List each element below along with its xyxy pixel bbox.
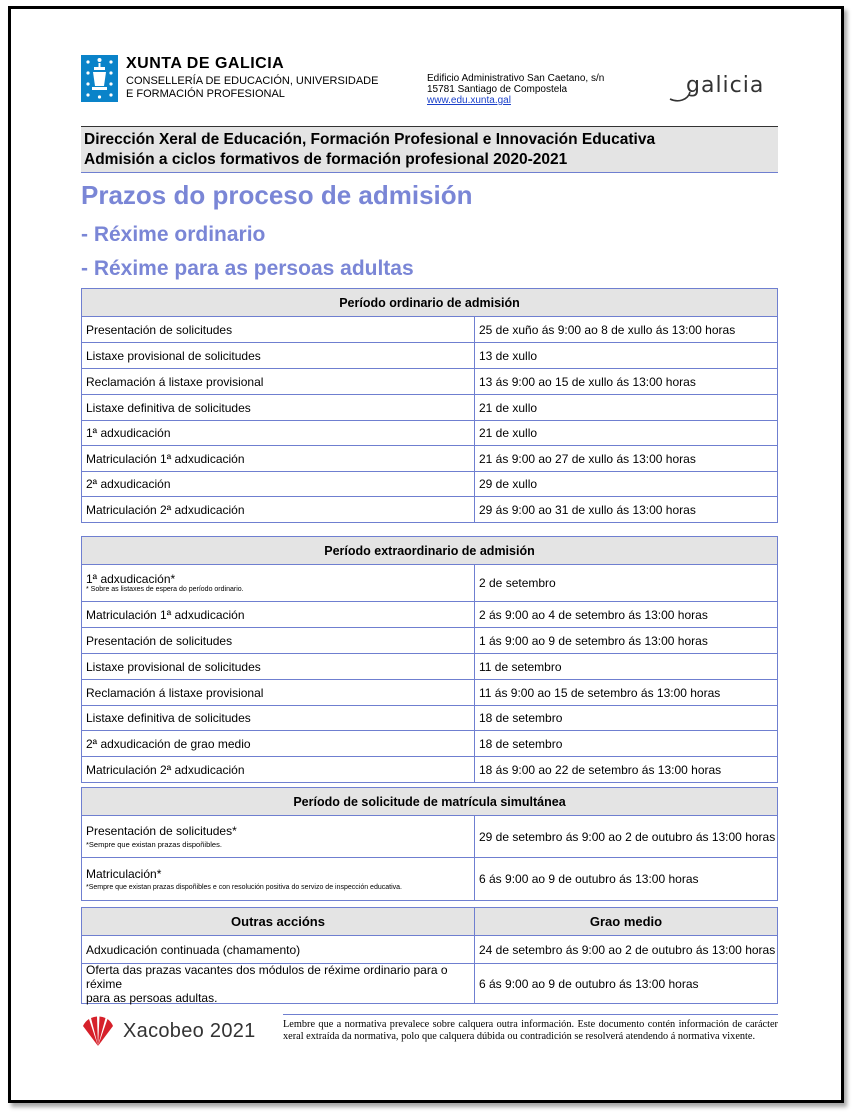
table-row <box>82 421 777 446</box>
row-label: Presentación de solicitudes* <box>86 824 237 838</box>
galicia-logo <box>668 70 776 111</box>
row-value: 18 ás 9:00 ao 22 de setembro ás 13:00 horas <box>479 762 722 777</box>
table-row <box>82 858 777 900</box>
xunta-flag-icon <box>81 55 118 102</box>
page-title: Prazos do proceso de admisión <box>81 180 473 210</box>
row-label-line-1: Oferta das prazas vacantes dos módulos de réxime ordinario para o réxime <box>86 962 448 991</box>
row-label: 1ª adxudicación <box>82 421 475 445</box>
table-row <box>82 317 777 343</box>
table-row <box>82 628 777 654</box>
row-value: 1 ás 9:00 ao 9 de setembro ás 13:00 horas <box>479 633 708 648</box>
table-row <box>82 565 777 602</box>
row-label: Reclamación á listaxe provisional <box>82 680 475 705</box>
table-header: Período ordinario de admisión <box>82 289 777 317</box>
xacobeo-text: Xacobeo 2021 <box>123 1019 256 1042</box>
row-value: 21 ás 9:00 ao 27 de xullo ás 13:00 horas <box>479 451 696 466</box>
row-value: 29 de xullo <box>479 477 538 491</box>
row-value: 11 ás 9:00 ao 15 de setembro ás 13:00 horas <box>479 685 721 700</box>
table-extraordinario <box>81 536 778 783</box>
row-value: 6 ás 9:00 ao 9 de outubro ás 13:00 horas <box>479 872 699 886</box>
xunta-logo <box>81 55 378 102</box>
org-subtitle-1: CONSELLERÍA DE EDUCACIÓN, UNIVERSIDADE <box>126 75 379 87</box>
table-header <box>82 908 777 936</box>
org-title: XUNTA DE GALICIA <box>126 55 285 72</box>
table-ordinario <box>81 288 778 523</box>
row-label: 2ª adxudicación <box>82 472 475 496</box>
subtitle-adultas: - Réxime para as persoas adultas <box>81 257 414 280</box>
row-value: 2 ás 9:00 ao 4 de setembro ás 13:00 horas <box>479 607 708 622</box>
table-row <box>82 602 777 628</box>
address-line-1: Edificio Administrativo San Caetano, s/n <box>427 73 605 84</box>
org-subtitle-2: E FORMACIÓN PROFESIONAL <box>126 88 285 100</box>
row-label: Presentación de solicitudes <box>82 628 475 653</box>
table-header: Período de solicitude de matrícula simultánea <box>82 788 777 816</box>
website-link[interactable]: www.edu.xunta.gal <box>427 95 511 106</box>
row-value: 25 de xuño ás 9:00 ao 8 de xullo ás 13:00 horas <box>479 322 736 337</box>
band-line-1: Dirección Xeral de Educación, Formación Profesional e Innovación Educativa <box>84 131 656 148</box>
table-row <box>82 369 777 395</box>
table-row <box>82 654 777 680</box>
table-row <box>82 816 777 858</box>
table-header: Período extraordinario de admisión <box>82 537 777 565</box>
row-label: Matriculación 2ª adxudicación <box>82 497 475 522</box>
row-label: Listaxe definitiva de solicitudes <box>82 395 475 420</box>
table-outras <box>81 907 778 1004</box>
row-label-cell <box>82 565 475 601</box>
address-line-2: 15781 Santiago de Compostela <box>427 84 568 95</box>
header-grao-medio: Grao medio <box>589 914 663 929</box>
row-value: 21 de xullo <box>479 426 538 440</box>
row-value: 18 de setembro <box>479 711 563 725</box>
table-row <box>82 680 777 706</box>
table-simultanea <box>81 787 778 901</box>
subtitle-ordinario: - Réxime ordinario <box>81 223 266 246</box>
table-row <box>82 497 777 522</box>
row-value: 2 de setembro <box>479 576 556 590</box>
table-row <box>82 706 777 731</box>
row-value: 13 ás 9:00 ao 15 de xullo ás 13:00 horas <box>479 374 696 389</box>
row-value: 29 de setembro ás 9:00 ao 2 de outubro ás 13:00 horas <box>479 829 776 844</box>
row-label: Matriculación 2ª adxudicación <box>82 757 475 782</box>
galicia-brand-text: galicia <box>686 73 765 98</box>
row-value: 11 de setembro <box>479 659 562 674</box>
row-value: 21 de xullo <box>479 400 538 415</box>
row-value: 18 de setembro <box>479 736 563 751</box>
table-row <box>82 395 777 421</box>
row-label-cell <box>82 858 475 900</box>
row-label: Adxudicación continuada (chamamento) <box>82 936 475 963</box>
table-row <box>82 446 777 472</box>
title-band <box>81 126 778 173</box>
row-label: Listaxe definitiva de solicitudes <box>82 706 475 730</box>
row-label: Matriculación* <box>86 866 162 881</box>
row-label: Matriculación 1ª adxudicación <box>82 446 475 471</box>
row-value: 13 de xullo <box>479 348 538 363</box>
row-label: Presentación de solicitudes <box>82 317 475 342</box>
scallop-shell-icon <box>81 1014 115 1048</box>
table-row <box>82 936 777 964</box>
row-note: * Sobre as listaxes de espera do período ordinario. <box>86 586 244 593</box>
row-value: 29 ás 9:00 ao 31 de xullo ás 13:00 horas <box>479 502 696 517</box>
row-note: *Sempre que existan prazas dispoñibles e con resolución positiva do servizo de inspección educativa. <box>86 883 402 891</box>
table-row <box>82 472 777 497</box>
table-row <box>82 343 777 369</box>
address-block <box>427 73 604 106</box>
xunta-text-block <box>126 55 378 101</box>
row-label: Matriculación 1ª adxudicación <box>82 602 475 627</box>
xacobeo-logo <box>81 1014 256 1048</box>
table-row <box>82 757 777 782</box>
row-label: Reclamación á listaxe provisional <box>82 369 475 394</box>
disclaimer-text: Lembre que a normativa prevalece sobre calquera outra información. Este documento contén información de carácter xeral extraída da normativa, polo que calquera dúbida ou contradición se resolverá atendendo á normativa vixente. <box>283 1014 778 1042</box>
row-label-cell <box>82 964 475 1003</box>
row-label-cell <box>82 816 475 857</box>
row-value: 24 de setembro ás 9:00 ao 2 de outubro ás 13:00 horas <box>479 942 776 957</box>
band-line-2: Admisión a ciclos formativos de formación profesional 2020-2021 <box>84 151 568 168</box>
table-row <box>82 964 777 1003</box>
table-row <box>82 731 777 757</box>
row-label: Listaxe provisional de solicitudes <box>82 343 475 368</box>
row-label: 1ª adxudicación* <box>86 572 176 586</box>
row-value: 6 ás 9:00 ao 9 de outubro ás 13:00 horas <box>479 976 699 991</box>
row-label: 2ª adxudicación de grao medio <box>82 731 475 756</box>
row-label: Listaxe provisional de solicitudes <box>82 654 475 679</box>
row-note: *Sempre que existan prazas dispoñibles. <box>86 840 222 849</box>
header-outras-accions: Outras accións <box>82 908 475 935</box>
row-label-line-2: para as persoas adultas. <box>86 990 218 1005</box>
